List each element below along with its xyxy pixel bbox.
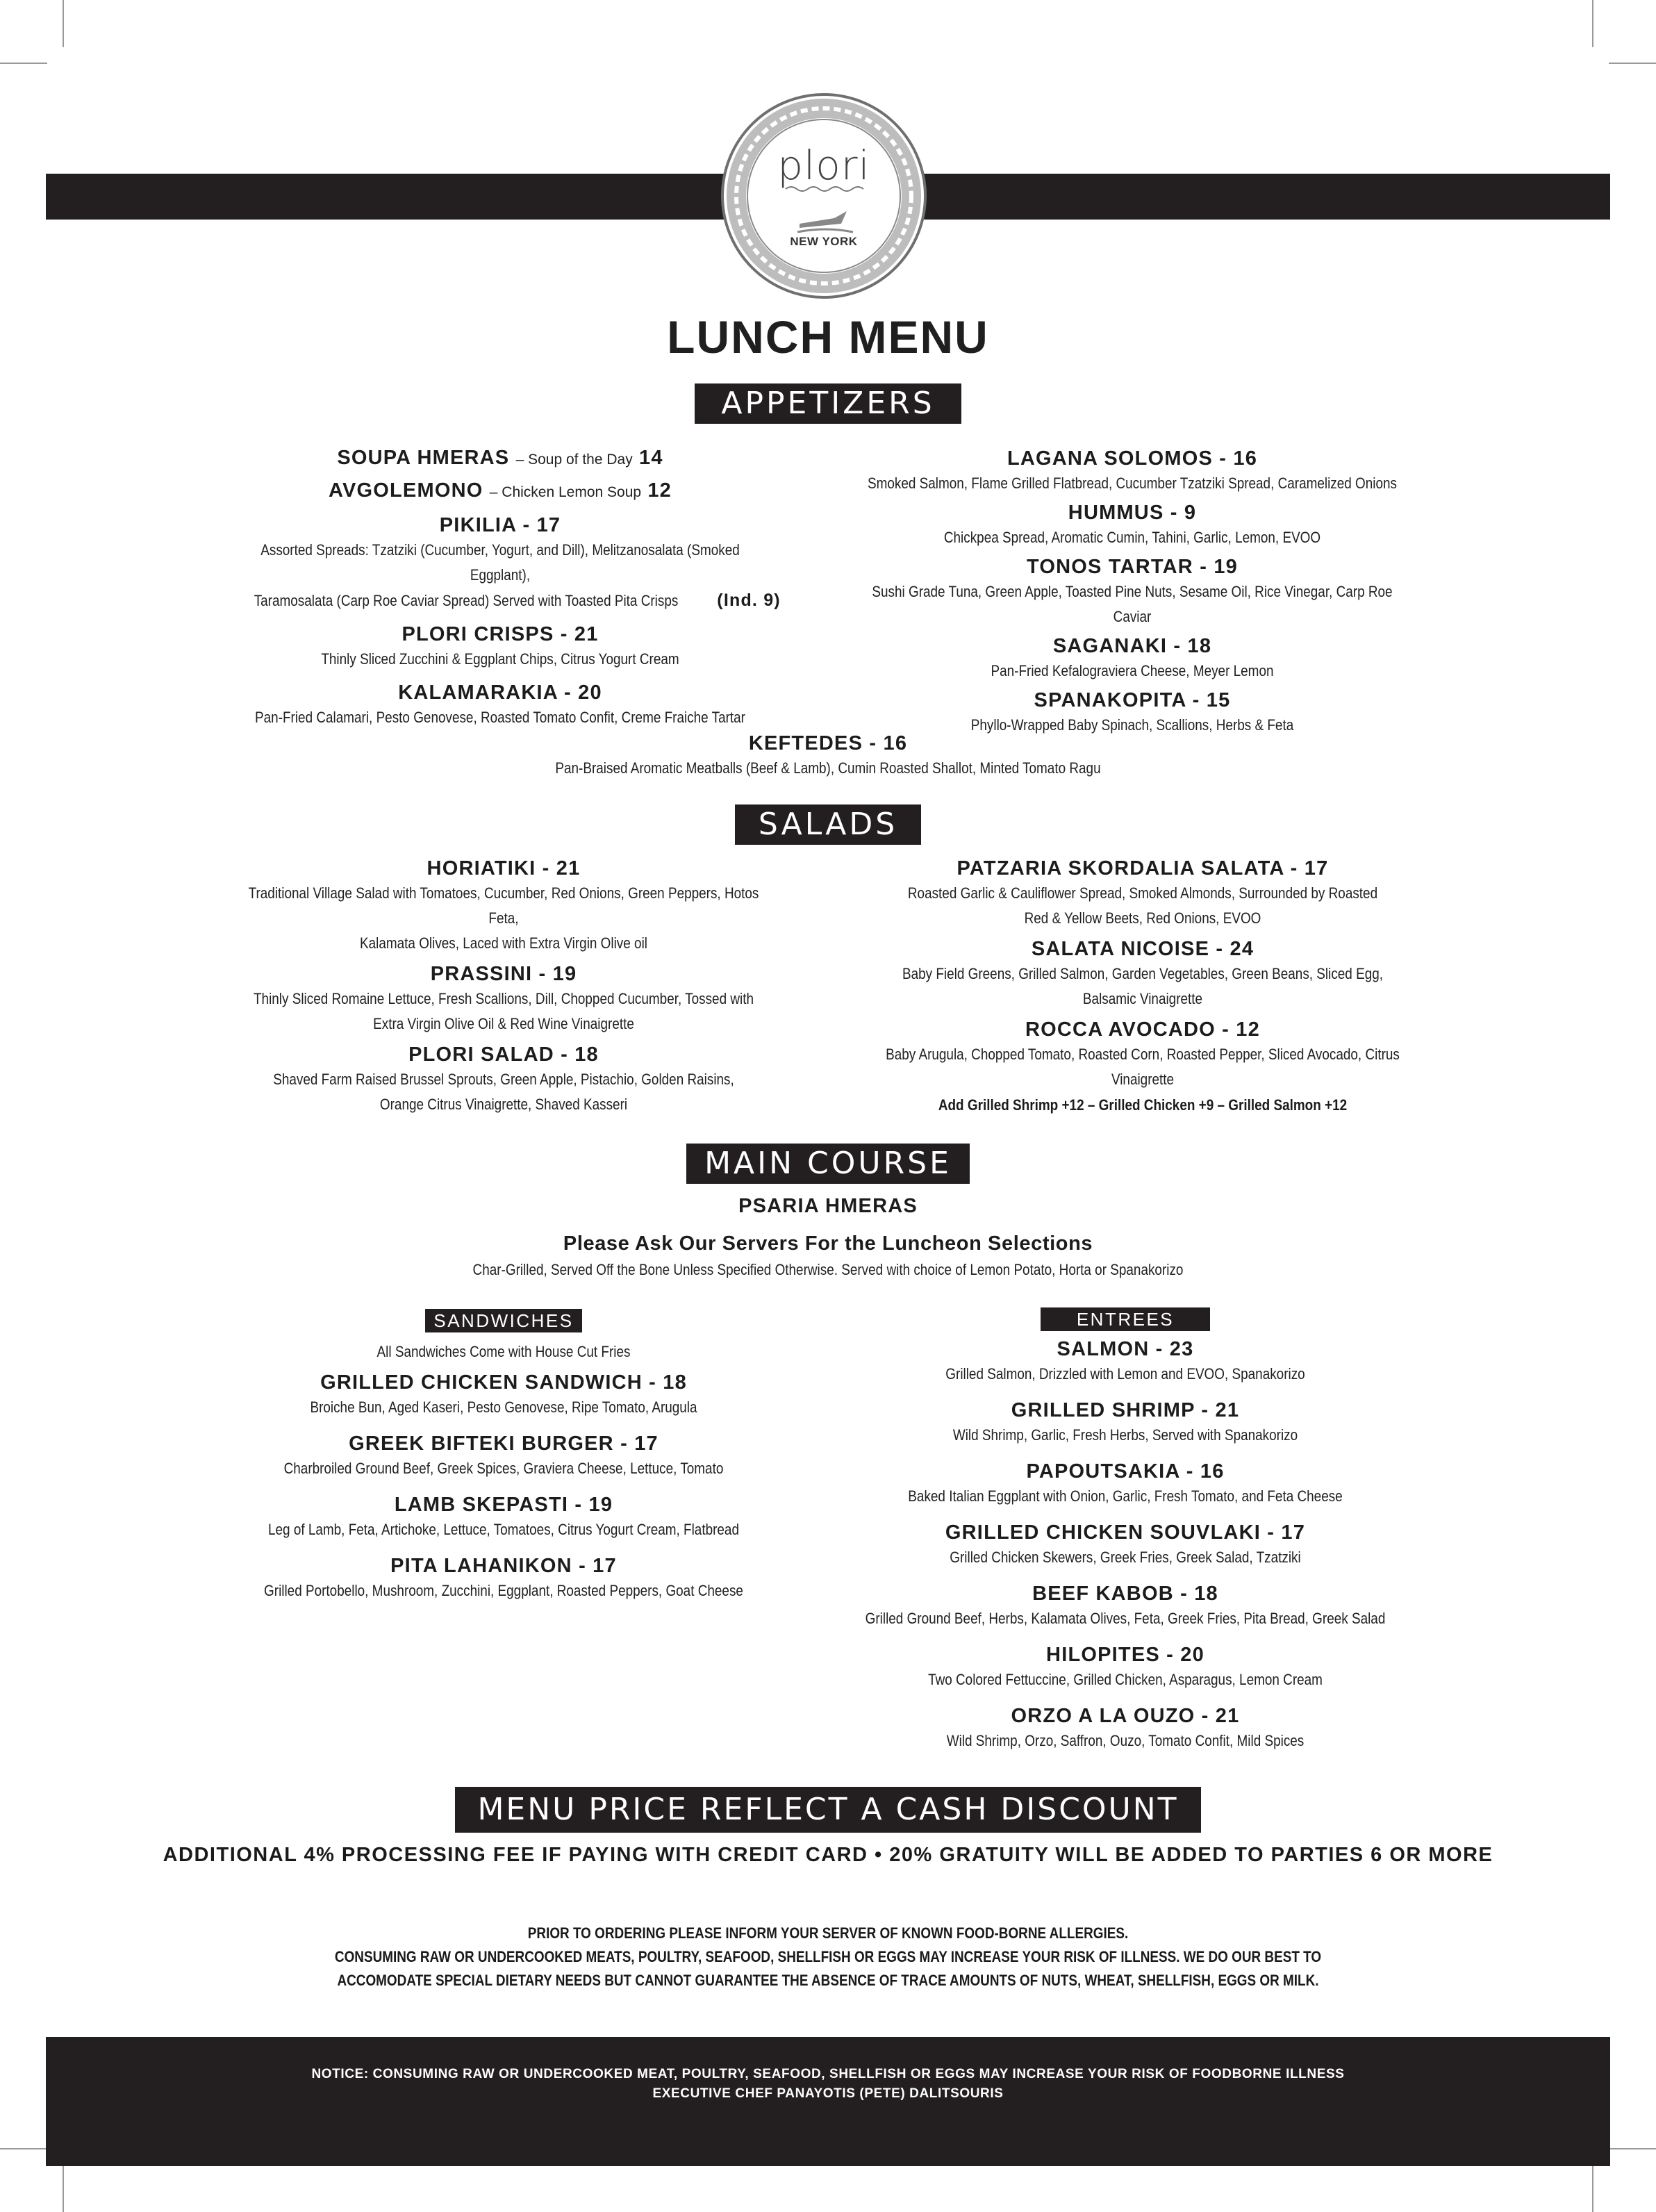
menu-item-name: AVGOLEMONO – Chicken Lemon Soup 12 [328,479,672,502]
logo-brand: plori [777,142,870,189]
menu-item-name: GRILLED SHRIMP - 21 [1011,1399,1240,1421]
menu-item-description: Baby Arugula, Chopped Tomato, Roasted Corn, Roasted Pepper, Sliced Avocado, Citrus Vinaigrette [886,1046,1400,1088]
menu-item-description: Baked Italian Eggplant with Onion, Garlic, Fresh Tomato, and Feta Cheese [908,1487,1343,1505]
crop-mark [1592,0,1593,47]
cash-discount-header [0,1787,1656,1833]
menu-item-description: Extra Virgin Olive Oil & Red Wine Vinaigrette [373,1015,634,1032]
menu-item-name: PITA LAHANIKON - 17 [390,1555,617,1577]
allergy-line: ACCOMODATE SPECIAL DIETARY NEEDS BUT CANNOT GUARANTEE THE ABSENCE OF TRACE AMOUNTS OF NUTS, WHEAT, SHELLFISH, EGGS OR MILK. [337,1972,1319,1989]
allergy-notice [0,1922,1656,1992]
menu-item-description: Shaved Farm Raised Brussel Sprouts, Green Apple, Pistachio, Golden Raisins, [273,1071,734,1088]
menu-item-description: Sushi Grade Tuna, Green Apple, Toasted Pine Nuts, Sesame Oil, Rice Vinegar, Carp Roe Caviar [872,583,1393,625]
menu-item-description: Wild Shrimp, Orzo, Saffron, Ouzo, Tomato Confit, Mild Spices [946,1732,1305,1749]
foodborne-notice: NOTICE: CONSUMING RAW OR UNDERCOOKED MEAT, POULTRY, SEAFOOD, SHELLFISH OR EGGS MAY INCREASE YOUR RISK OF FOODBORNE ILLNESS [311,2067,1345,2081]
menu-item-description: Pan-Braised Aromatic Meatballs (Beef & Lamb), Cumin Roasted Shallot, Minted Tomato Ragu [555,759,1101,777]
menu-item-name: PATZARIA SKORDALIA SALATA - 17 [957,857,1329,880]
menu-item-description: Orange Citrus Vinaigrette, Shaved Kasseri [379,1096,628,1113]
allergy-line: CONSUMING RAW OR UNDERCOOKED MEATS, POULTRY, SEAFOOD, SHELLFISH OR EGGS MAY INCREASE YOUR RISK OF ILLNESS. WE DO OUR BEST TO [334,1948,1322,1965]
menu-item-description: Taramosalata (Carp Roe Caviar Spread) Served with Toasted Pita Crisps (Ind. 9) [254,591,781,610]
sandwiches-note: All Sandwiches Come with House Cut Fries [376,1343,631,1360]
logo-location: NEW YORK [790,235,858,248]
menu-item-name: PLORI SALAD - 18 [408,1043,599,1066]
page-title: LUNCH MENU [667,311,989,363]
menu-item-description: Phyllo-Wrapped Baby Spinach, Scallions, Herbs & Feta [970,716,1294,734]
luncheon-note: Please Ask Our Servers For the Luncheon Selections [563,1232,1093,1255]
menu-item-description: Wild Shrimp, Garlic, Fresh Herbs, Served with Spanakorizo [952,1426,1298,1444]
menu-item-description: Red & Yellow Beets, Red Onions, EVOO [1024,909,1261,927]
main-course-header [0,1144,1656,1184]
menu-item-name: SAGANAKI - 18 [1052,635,1212,657]
menu-item-description: Assorted Spreads: Tzatziki (Cucumber, Yogurt, and Dill), Melitzanosalata (Smoked Eggplant), [260,541,740,584]
allergy-line: PRIOR TO ORDERING PLEASE INFORM YOUR SERVER OF KNOWN FOOD-BORNE ALLERGIES. [527,1924,1129,1942]
menu-item-name: GRILLED CHICKEN SANDWICH - 18 [320,1371,687,1394]
menu-item-name: KALAMARAKIA - 20 [398,682,602,704]
salads-header [0,804,1656,845]
menu-item-name: GREEK BIFTEKI BURGER - 17 [349,1433,659,1455]
appetizers-left [201,445,799,730]
crop-mark [0,63,47,64]
menu-item-description: Two Colored Fettuccine, Grilled Chicken, Asparagus, Lemon Cream [928,1671,1323,1688]
menu-item-name: KEFTEDES - 16 [748,732,908,754]
crop-mark [1609,2148,1656,2149]
menu-item-name: PLORI CRISPS - 21 [401,623,599,645]
menu-item-description: Balsamic Vinaigrette [1082,990,1203,1007]
chef-credit: EXECUTIVE CHEF PANAYOTIS (PETE) DALITSOURIS [652,2086,1004,2101]
menu-item-name: BEEF KABOB - 18 [1032,1583,1218,1605]
sandwiches-column [208,1309,799,1603]
salads-left [201,856,806,1117]
appetizers-right [820,446,1445,738]
crop-mark [63,0,64,47]
appetizers-banner: APPETIZERS [695,383,961,424]
appetizers-center [307,731,1349,781]
salads-banner: SALADS [735,804,921,845]
crop-mark [1592,2165,1593,2212]
entrees-column [820,1307,1431,1753]
menu-item-name: PIKILIA - 17 [439,514,561,536]
menu-item-name: HORIATIKI - 21 [427,857,581,880]
menu-item-name: SOUPA HMERAS – Soup of the Day 14 [337,447,663,469]
menu-item-name: LAGANA SOLOMOS - 16 [1007,447,1258,470]
menu-item-description: Grilled Ground Beef, Herbs, Kalamata Olives, Feta, Greek Fries, Pita Bread, Greek Salad [865,1610,1386,1627]
plori-logo [720,92,928,300]
menu-item-description: Baby Field Greens, Grilled Salmon, Garden Vegetables, Green Beans, Sliced Egg, [902,965,1384,982]
menu-item-name: SALATA NICOISE - 24 [1031,938,1255,960]
menu-item-name: HUMMUS - 9 [1068,502,1197,524]
menu-item-name: HILOPITES - 20 [1046,1644,1204,1666]
crop-mark [1609,63,1656,64]
menu-item-name: SPANAKOPITA - 15 [1034,689,1231,711]
crop-mark [0,2148,47,2149]
menu-item-description: Grilled Chicken Skewers, Greek Fries, Greek Salad, Tzatziki [950,1549,1301,1566]
main-course-banner: MAIN COURSE [686,1144,970,1184]
menu-item-description: Grilled Portobello, Mushroom, Zucchini, Eggplant, Roasted Peppers, Goat Cheese [264,1582,743,1599]
menu-item-name: GRILLED CHICKEN SOUVLAKI - 17 [945,1521,1306,1544]
psaria-heading: PSARIA HMERAS [738,1195,918,1217]
menu-item-description: Broiche Bun, Aged Kaseri, Pesto Genovese, Ripe Tomato, Arugula [310,1398,697,1416]
entrees-banner: ENTREES [1041,1307,1210,1331]
menu-item-description: Chickpea Spread, Aromatic Cumin, Tahini, Garlic, Lemon, EVOO [943,529,1321,546]
appetizers-header [0,383,1656,424]
menu-item-description: Thinly Sliced Zucchini & Eggplant Chips, Citrus Yogurt Cream [321,650,679,668]
sandwiches-banner: SANDWICHES [425,1309,581,1332]
menu-item-description: Kalamata Olives, Laced with Extra Virgin Olive oil [360,934,647,952]
menu-item-name: ORZO A LA OUZO - 21 [1011,1705,1240,1727]
menu-item-name: SALMON - 23 [1057,1338,1194,1360]
salads-right [820,856,1466,1119]
menu-item-description: Thinly Sliced Romaine Lettuce, Fresh Scallions, Dill, Chopped Cucumber, Tossed with [253,990,754,1007]
menu-item-description: Roasted Garlic & Cauliflower Spread, Smoked Almonds, Surrounded by Roasted [907,884,1378,902]
luncheon-description: Char-Grilled, Served Off the Bone Unless Specified Otherwise. Served with choice of Lemon Potato, Horta or Spanakorizo [472,1261,1184,1278]
menu-item-name: LAMB SKEPASTI - 19 [394,1494,613,1516]
cash-discount-banner: MENU PRICE REFLECT A CASH DISCOUNT [455,1787,1200,1833]
menu-item-description: Charbroiled Ground Beef, Greek Spices, Graviera Cheese, Lettuce, Tomato [283,1460,724,1477]
salad-addon: Add Grilled Shrimp +12 – Grilled Chicken +9 – Grilled Salmon +12 [938,1096,1348,1114]
crop-mark [63,2165,64,2212]
menu-item-description: Leg of Lamb, Feta, Artichoke, Lettuce, Tomatoes, Citrus Yogurt Cream, Flatbread [267,1521,739,1538]
menu-item-name: ROCCA AVOCADO - 12 [1025,1018,1260,1041]
footer-band [46,2037,1610,2166]
processing-fee-note: ADDITIONAL 4% PROCESSING FEE IF PAYING WITH CREDIT CARD • 20% GRATUITY WILL BE ADDED TO PARTIES 6 OR MORE [163,1844,1493,1866]
menu-item-description: Traditional Village Salad with Tomatoes, Cucumber, Red Onions, Green Peppers, Hotos Feta, [248,884,759,927]
menu-item-description: Smoked Salmon, Flame Grilled Flatbread, Cucumber Tzatziki Spread, Caramelized Onions [867,474,1398,492]
menu-item-description: Pan-Fried Kefalograviera Cheese, Meyer Lemon [991,662,1274,679]
main-course-intro [307,1194,1349,1282]
menu-item-name: TONOS TARTAR - 19 [1027,556,1238,578]
menu-item-name: PRASSINI - 19 [430,963,577,985]
menu-item-description: Pan-Fried Calamari, Pesto Genovese, Roasted Tomato Confit, Creme Fraiche Tartar [255,709,745,726]
menu-item-description: Grilled Salmon, Drizzled with Lemon and EVOO, Spanakorizo [945,1365,1305,1382]
menu-item-name: PAPOUTSAKIA - 16 [1026,1460,1225,1483]
